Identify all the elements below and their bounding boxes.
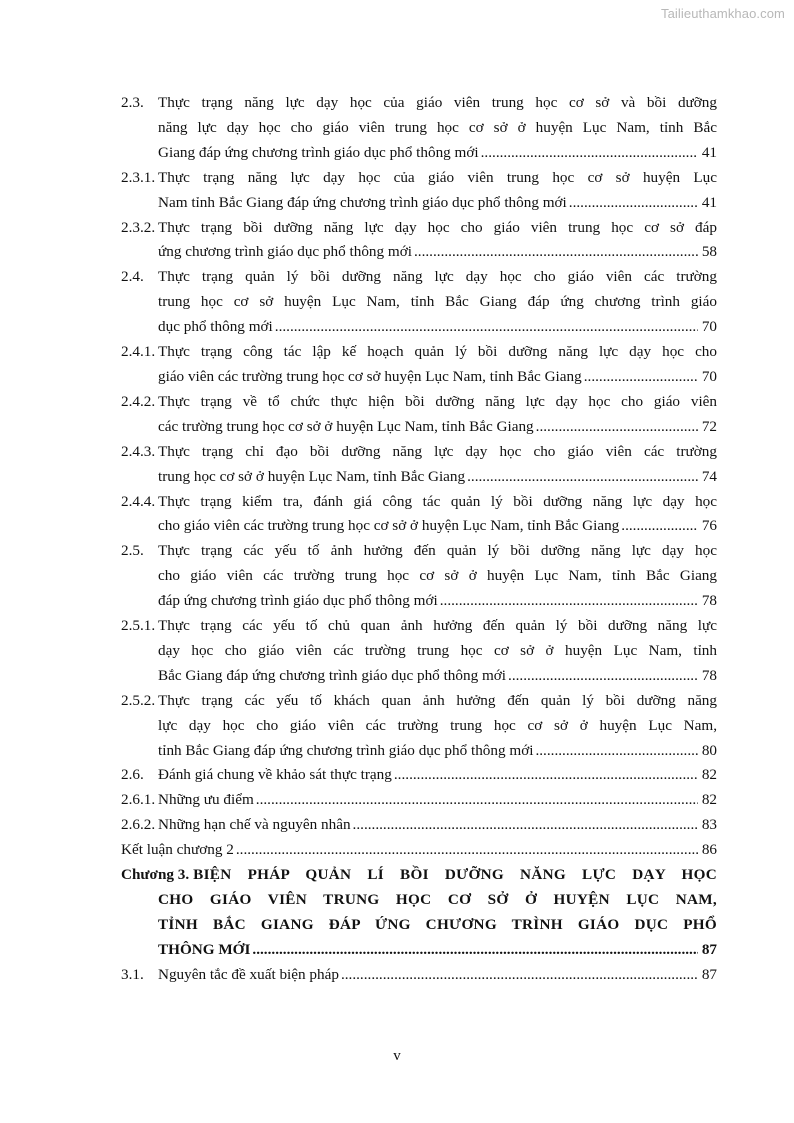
dot-leader <box>252 938 697 963</box>
toc-entry[interactable] <box>121 539 717 614</box>
toc-entry-page: 87 <box>701 940 717 958</box>
dot-leader <box>256 788 698 813</box>
toc-entry-number: 2.4.4. <box>121 492 156 510</box>
toc-entry-title: Thực trạng các yếu tố chủ quan ảnh hưởng đến quản lý bồi dưỡng năng lực <box>158 617 717 635</box>
toc-entry-number: 2.4.1. <box>121 343 156 361</box>
toc-entry-number: 2.6.1. <box>121 791 156 809</box>
toc-entry-page: 86 <box>701 841 717 859</box>
dot-leader <box>275 315 698 340</box>
dot-leader <box>341 963 698 988</box>
toc-entry-title: TỈNH BẮC GIANG ĐÁP ỨNG CHƯƠNG TRÌNH GIÁO DỤC PHỔ <box>158 915 717 933</box>
toc-entry-title: Thực trạng năng lực dạy học của giáo viên trung học cơ sở huyện Lục <box>158 168 717 186</box>
dot-leader <box>584 365 698 390</box>
toc-entry-title: Bắc Giang đáp ứng chương trình giáo dục phổ thông mới <box>158 666 507 684</box>
toc-entry-title: Thực trạng quản lý bồi dưỡng năng lực dạy học cho giáo viên các trường <box>158 268 717 286</box>
toc-entry-title: Kết luận chương 2 <box>121 841 234 859</box>
toc-entry-title: Đánh giá chung về khảo sát thực trạng <box>158 766 392 784</box>
toc-entry-title: Thực trạng công tác lập kế hoạch quản lý bồi dưỡng năng lực dạy học cho <box>158 343 717 361</box>
toc-entry[interactable] <box>121 91 717 166</box>
toc-entry-page: 70 <box>701 318 717 336</box>
toc-entry-number: 2.4.3. <box>121 442 156 460</box>
dot-leader <box>569 191 698 216</box>
toc-entry-number: 2.5.2. <box>121 691 156 709</box>
dot-leader <box>394 763 698 788</box>
dot-leader <box>508 664 698 689</box>
toc-entry-number: Chương 3. <box>121 866 190 884</box>
toc-entry-number: 2.3. <box>121 94 144 111</box>
toc-entry-title: Nguyên tắc đề xuất biện pháp <box>158 965 339 983</box>
toc-entry-page: 80 <box>701 741 717 759</box>
toc-entry-page: 87 <box>701 965 717 983</box>
toc-entry-title: ứng chương trình giáo dục phổ thông mới <box>158 243 412 261</box>
toc-entry[interactable] <box>121 265 717 340</box>
toc-entry-number: 2.4. <box>121 268 144 286</box>
toc-entry-title: Thực trạng chỉ đạo bồi dưỡng năng lực dạy học cho giáo viên các trường <box>158 442 717 460</box>
toc-entry-title: BIỆN PHÁP QUẢN LÍ BỒI DƯỠNG NĂNG LỰC DẠY HỌC <box>193 866 717 884</box>
watermark: Tailieuthamkhao.com <box>660 6 785 21</box>
toc-entry-title: cho giáo viên các trường trung học cơ sở ở huyện Lục Nam, tỉnh Bắc Giang <box>158 567 717 585</box>
toc-entry[interactable] <box>121 763 717 788</box>
toc-entry[interactable] <box>121 863 717 963</box>
toc-entry-title: Thực trạng kiểm tra, đánh giá công tác quản lý bồi dưỡng năng lực dạy học <box>158 492 717 510</box>
toc-entry-page: 82 <box>701 791 717 809</box>
toc-entry-page: 74 <box>701 467 717 485</box>
toc-entry-page: 78 <box>701 592 717 610</box>
toc-entry-number: 2.3.2. <box>121 218 156 236</box>
toc-entry-number: 2.3.1. <box>121 168 156 186</box>
toc-entry-page: 72 <box>701 417 717 435</box>
toc-entry-title: Thực trạng các yếu tố ảnh hưởng đến quản lý bồi dưỡng năng lực dạy học <box>158 542 717 560</box>
toc-entry[interactable] <box>121 788 717 813</box>
dot-leader <box>440 589 698 614</box>
toc-entry-title: THÔNG MỚI <box>158 940 251 958</box>
toc-entry-title: Thực trạng bồi dưỡng năng lực dạy học cho giáo viên trung học cơ sở đáp <box>158 218 717 236</box>
toc-entry-title: Thực trạng năng lực dạy học của giáo viên trung học cơ sở và bồi dưỡng <box>158 94 717 111</box>
dot-leader <box>467 465 698 490</box>
toc-entry-number: 2.6. <box>121 766 144 784</box>
dot-leader <box>414 240 698 265</box>
toc-entry[interactable] <box>121 838 717 863</box>
toc-entry-page: 83 <box>701 816 717 834</box>
toc-entry-page: 76 <box>701 517 717 535</box>
toc-entry[interactable] <box>121 216 717 266</box>
toc-entry[interactable] <box>121 166 717 216</box>
toc-entry[interactable] <box>121 614 717 689</box>
toc-entry-number: 2.4.2. <box>121 392 156 410</box>
toc-entry-title: Nam tỉnh Bắc Giang đáp ứng chương trình giáo dục phổ thông mới <box>158 193 567 211</box>
toc-entry-number: 2.5.1. <box>121 617 156 635</box>
toc-entry-title: dạy học cho giáo viên các trường trung học cơ sở ở huyện Lục Nam, tỉnh <box>158 641 717 659</box>
dot-leader <box>535 739 697 764</box>
toc-entry[interactable] <box>121 963 717 988</box>
page-number: v <box>393 1048 401 1064</box>
toc-entry-number: 2.6.2. <box>121 816 156 834</box>
dot-leader <box>353 813 698 838</box>
toc-entry-title: các trường trung học cơ sở ở huyện Lục Nam, tỉnh Bắc Giang <box>158 417 534 435</box>
toc-entry-title: lực dạy học cho giáo viên các trường trung học cơ sở ở huyện Lục Nam, <box>158 716 717 734</box>
toc-entry[interactable] <box>121 813 717 838</box>
toc-entry[interactable] <box>121 340 717 390</box>
dot-leader <box>621 514 698 539</box>
toc-entry-title: đáp ứng chương trình giáo dục phổ thông mới <box>158 592 438 610</box>
toc-entry-title: cho giáo viên các trường trung học cơ sở ở huyện Lục Nam, tỉnh Bắc Giang <box>158 517 620 535</box>
toc-entry-title: Những hạn chế và nguyên nhân <box>158 816 351 834</box>
toc-entry-number: 3.1. <box>121 965 144 983</box>
toc-entry-title: Thực trạng về tổ chức thực hiện bồi dưỡng năng lực dạy học cho giáo viên <box>158 392 717 410</box>
toc-entry-page: 70 <box>701 367 717 385</box>
toc-entry-page: 41 <box>701 143 717 161</box>
toc-entry-title: Giang đáp ứng chương trình giáo dục phổ thông mới <box>158 143 479 161</box>
dot-leader <box>536 415 698 440</box>
toc-entry-page: 58 <box>701 243 717 261</box>
toc-entry-page: 82 <box>701 766 717 784</box>
toc-entry-title: CHO GIÁO VIÊN TRUNG HỌC CƠ SỞ Ở HUYỆN LỤC NAM, <box>158 891 717 908</box>
toc-entry-page: 78 <box>701 666 717 684</box>
toc-entry-page: 41 <box>701 193 717 211</box>
toc-entry-title: Thực trạng các yếu tố khách quan ảnh hưởng đến quản lý bồi dưỡng năng <box>158 691 717 709</box>
toc-entry-title: trung học cơ sở huyện Lục Nam, tỉnh Bắc Giang đáp ứng chương trình giáo <box>158 293 717 311</box>
toc-entry[interactable] <box>121 390 717 440</box>
toc-entry-title: Những ưu điểm <box>158 791 254 809</box>
dot-leader <box>236 838 698 863</box>
toc-entry-title: trung học cơ sở ở huyện Lục Nam, tỉnh Bắc Giang <box>158 467 466 485</box>
toc-entry-title: tỉnh Bắc Giang đáp ứng chương trình giáo dục phổ thông mới <box>158 741 534 759</box>
dot-leader <box>481 141 698 166</box>
toc-entry[interactable] <box>121 490 717 540</box>
toc-entry[interactable] <box>121 689 717 764</box>
toc-entry-number: 2.5. <box>121 542 144 560</box>
toc-entry[interactable] <box>121 440 717 490</box>
toc-entry-title: năng lực dạy học cho giáo viên trung học cơ sở ở huyện Lục Nam, tỉnh Bắc <box>158 118 717 136</box>
table-of-contents <box>121 91 717 988</box>
toc-entry-title: dục phổ thông mới <box>158 318 273 336</box>
toc-entry-title: giáo viên các trường trung học cơ sở huyện Lục Nam, tỉnh Bắc Giang <box>158 367 582 385</box>
